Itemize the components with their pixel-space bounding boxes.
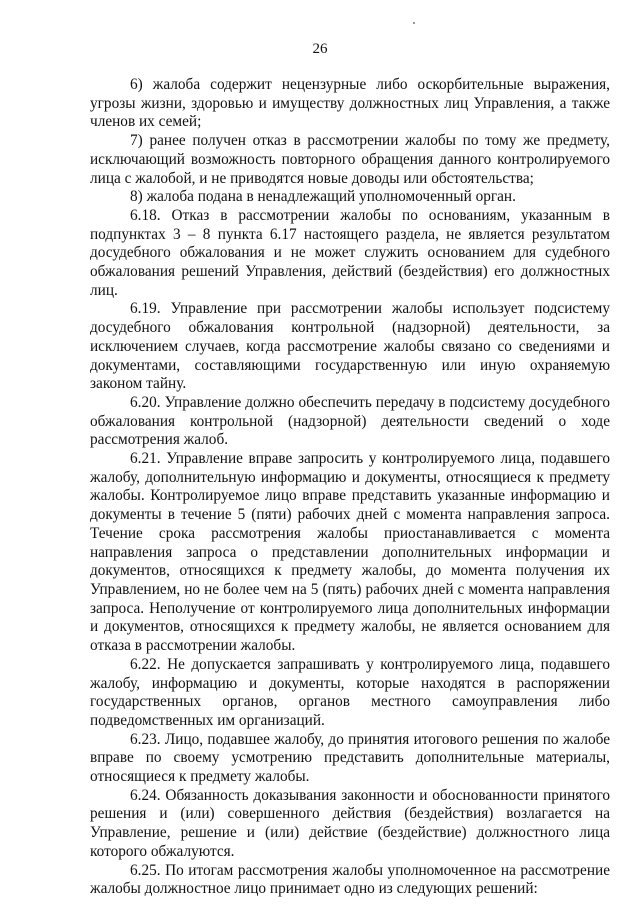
paragraph-item-7: 7) ранее получен отказ в рассмотрении жалобы по тому же предмету, исключающий возможность повторного обращения данного контролируемого лица с жалобой, и не приводятся новые доводы или обстоятельства; [90, 132, 610, 187]
page-number: 26 [312, 41, 328, 57]
paragraph-6-19: 6.19. Управление при рассмотрении жалобы использует подсистему досудебного обжалования контрольной (надзорной) деятельности, за исключением случаев, когда рассмотрение жалобы связано со сведениями и документами, составляющими государственную или иную охраняемую законом тайну. [90, 300, 610, 393]
paragraph-6-18: 6.18. Отказ в рассмотрении жалобы по основаниям, указанным в подпунктах 3 – 8 пункта 6.17 настоящего раздела, не является результатом досудебного обжалования и не может служить основанием для судебного обжалования решений Управления, действий (бездействия) его должностных лиц. [90, 206, 610, 299]
paragraph-item-8: 8) жалоба подана в ненадлежащий уполномоченный орган. [130, 188, 516, 206]
paragraph-6-20: 6.20. Управление должно обеспечить передачу в подсистему досудебного обжалования контрольной (надзорной) деятельности сведений о ходе рассмотрения жалоб. [90, 393, 610, 449]
paragraph-6-22: 6.22. Не допускается запрашивать у контролируемого лица, подавшего жалобу, информацию и документы, которые находятся в распоряжении государственных органов, органов местного самоуправления либо подведомственных им организаций. [90, 655, 610, 729]
paragraph-6-21: 6.21. Управление вправе запросить у контролируемого лица, подавшего жалобу, дополнительную информацию и документы, относящиеся к предмету жалобы. Контролируемое лицо вправе представить указанные информацию и документы в течение 5 (пяти) рабочих дней с момента направления запроса. Течение срока рассмотрения жалобы приостанавливается с момента направления запроса о представлении дополнительных информации и документов, относящихся к предмету жалобы, до момента получения их Управлением, но не более чем на 5 (пять) рабочих дней с момента направления запроса. Неполучение от контролируемого лица дополнительных информации и документов, относящихся к предмету жалобы, не является основанием для отказа в рассмотрении жалобы. [90, 450, 610, 655]
scan-speck [413, 22, 415, 24]
document-body [90, 76, 610, 899]
paragraph-item-6: 6) жалоба содержит нецензурные либо оскорбительные выражения, угрозы жизни, здоровью и имуществу должностных лиц Управления, а также членов их семей; [90, 76, 610, 131]
paragraph-6-23: 6.23. Лицо, подавшее жалобу, до принятия итогового решения по жалобе вправе по своему усмотрению представить дополнительные материалы, относящиеся к предмету жалобы. [90, 730, 610, 786]
paragraph-6-25: 6.25. По итогам рассмотрения жалобы уполномоченное на рассмотрение жалобы должностное лицо принимает одно из следующих решений: [90, 861, 610, 898]
paragraph-6-24: 6.24. Обязанность доказывания законности и обоснованности принятого решения и (или) совершенного действия (бездействия) возлагается на Управление, решение и (или) действие (бездействие) должностного лица которого обжалуются. [90, 786, 610, 860]
